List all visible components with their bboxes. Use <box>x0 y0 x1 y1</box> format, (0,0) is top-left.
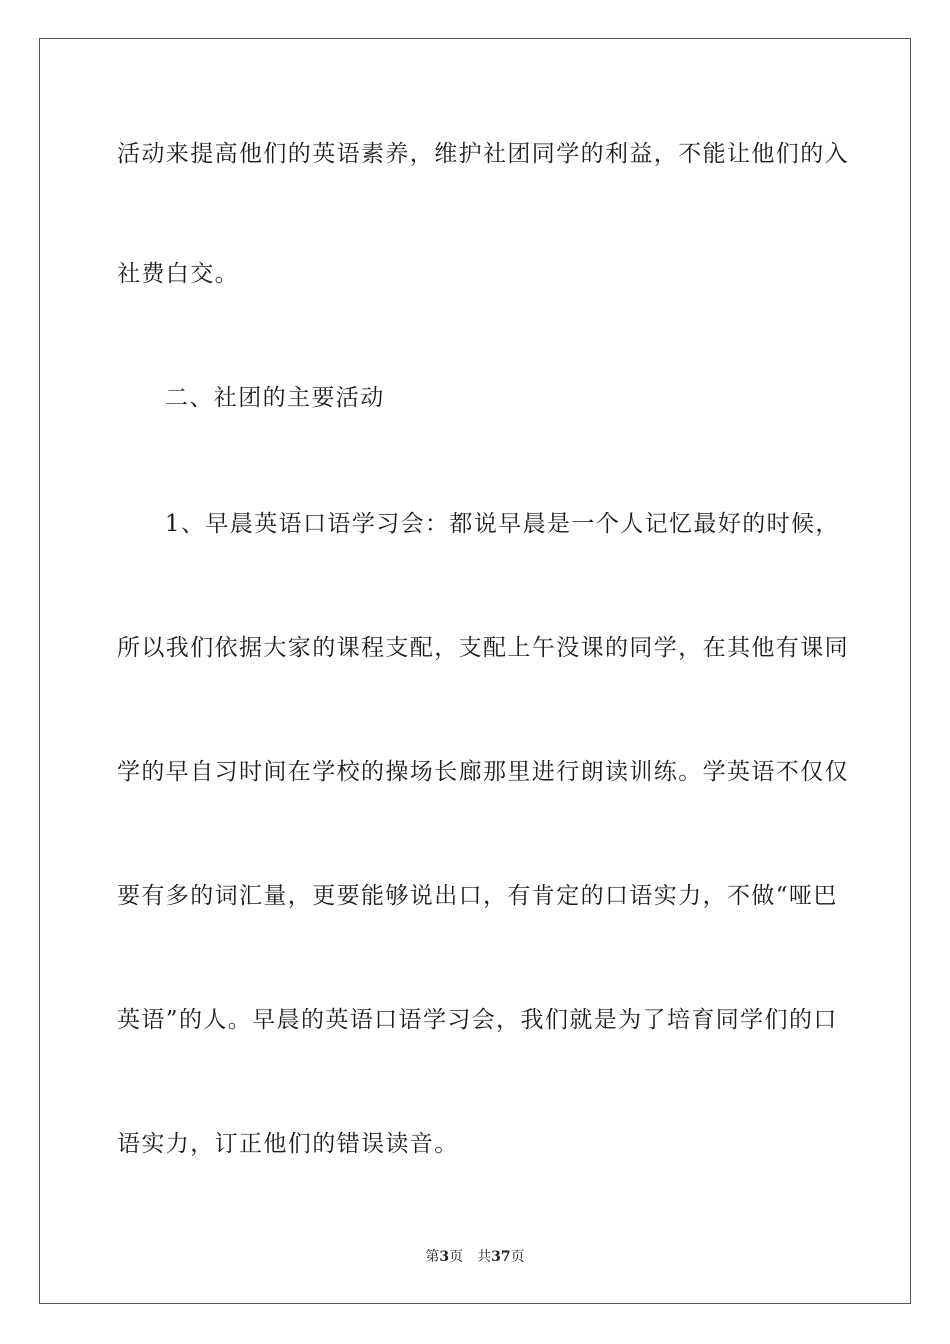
body-line-8: 语实力，订正他们的错误读音。 <box>117 1131 459 1157</box>
body-line-6: 要有多的词汇量，更要能够说出口，有肯定的口语实力，不做“哑巴 <box>117 883 838 909</box>
section-heading: 二、社团的主要活动 <box>165 385 385 411</box>
body-line-4: 所以我们依据大家的课程支配，支配上午没课的同学，在其他有课同 <box>117 635 849 661</box>
total-suffix: 页 <box>510 1249 525 1265</box>
page-border <box>39 38 911 1304</box>
page-suffix: 页 <box>449 1249 464 1265</box>
page-footer <box>0 1248 950 1266</box>
body-line-5: 学的早自习时间在学校的操场长廊那里进行朗读训练。学英语不仅仅 <box>117 759 849 785</box>
body-line-7: 英语”的人。早晨的英语口语学习会，我们就是为了培育同学们的口 <box>117 1007 838 1033</box>
page-number: 3 <box>439 1249 450 1265</box>
total-pages: 37 <box>491 1249 511 1265</box>
body-line-3: 1、早晨英语口语学习会：都说早晨是一个人记忆最好的时候， <box>165 511 840 537</box>
body-line-1: 活动来提高他们的英语素养，维护社团同学的利益，不能让他们的入 <box>117 141 849 167</box>
page-prefix: 第 <box>425 1249 440 1265</box>
total-prefix: 共 <box>477 1249 492 1265</box>
body-line-2: 社费白交。 <box>117 261 239 287</box>
